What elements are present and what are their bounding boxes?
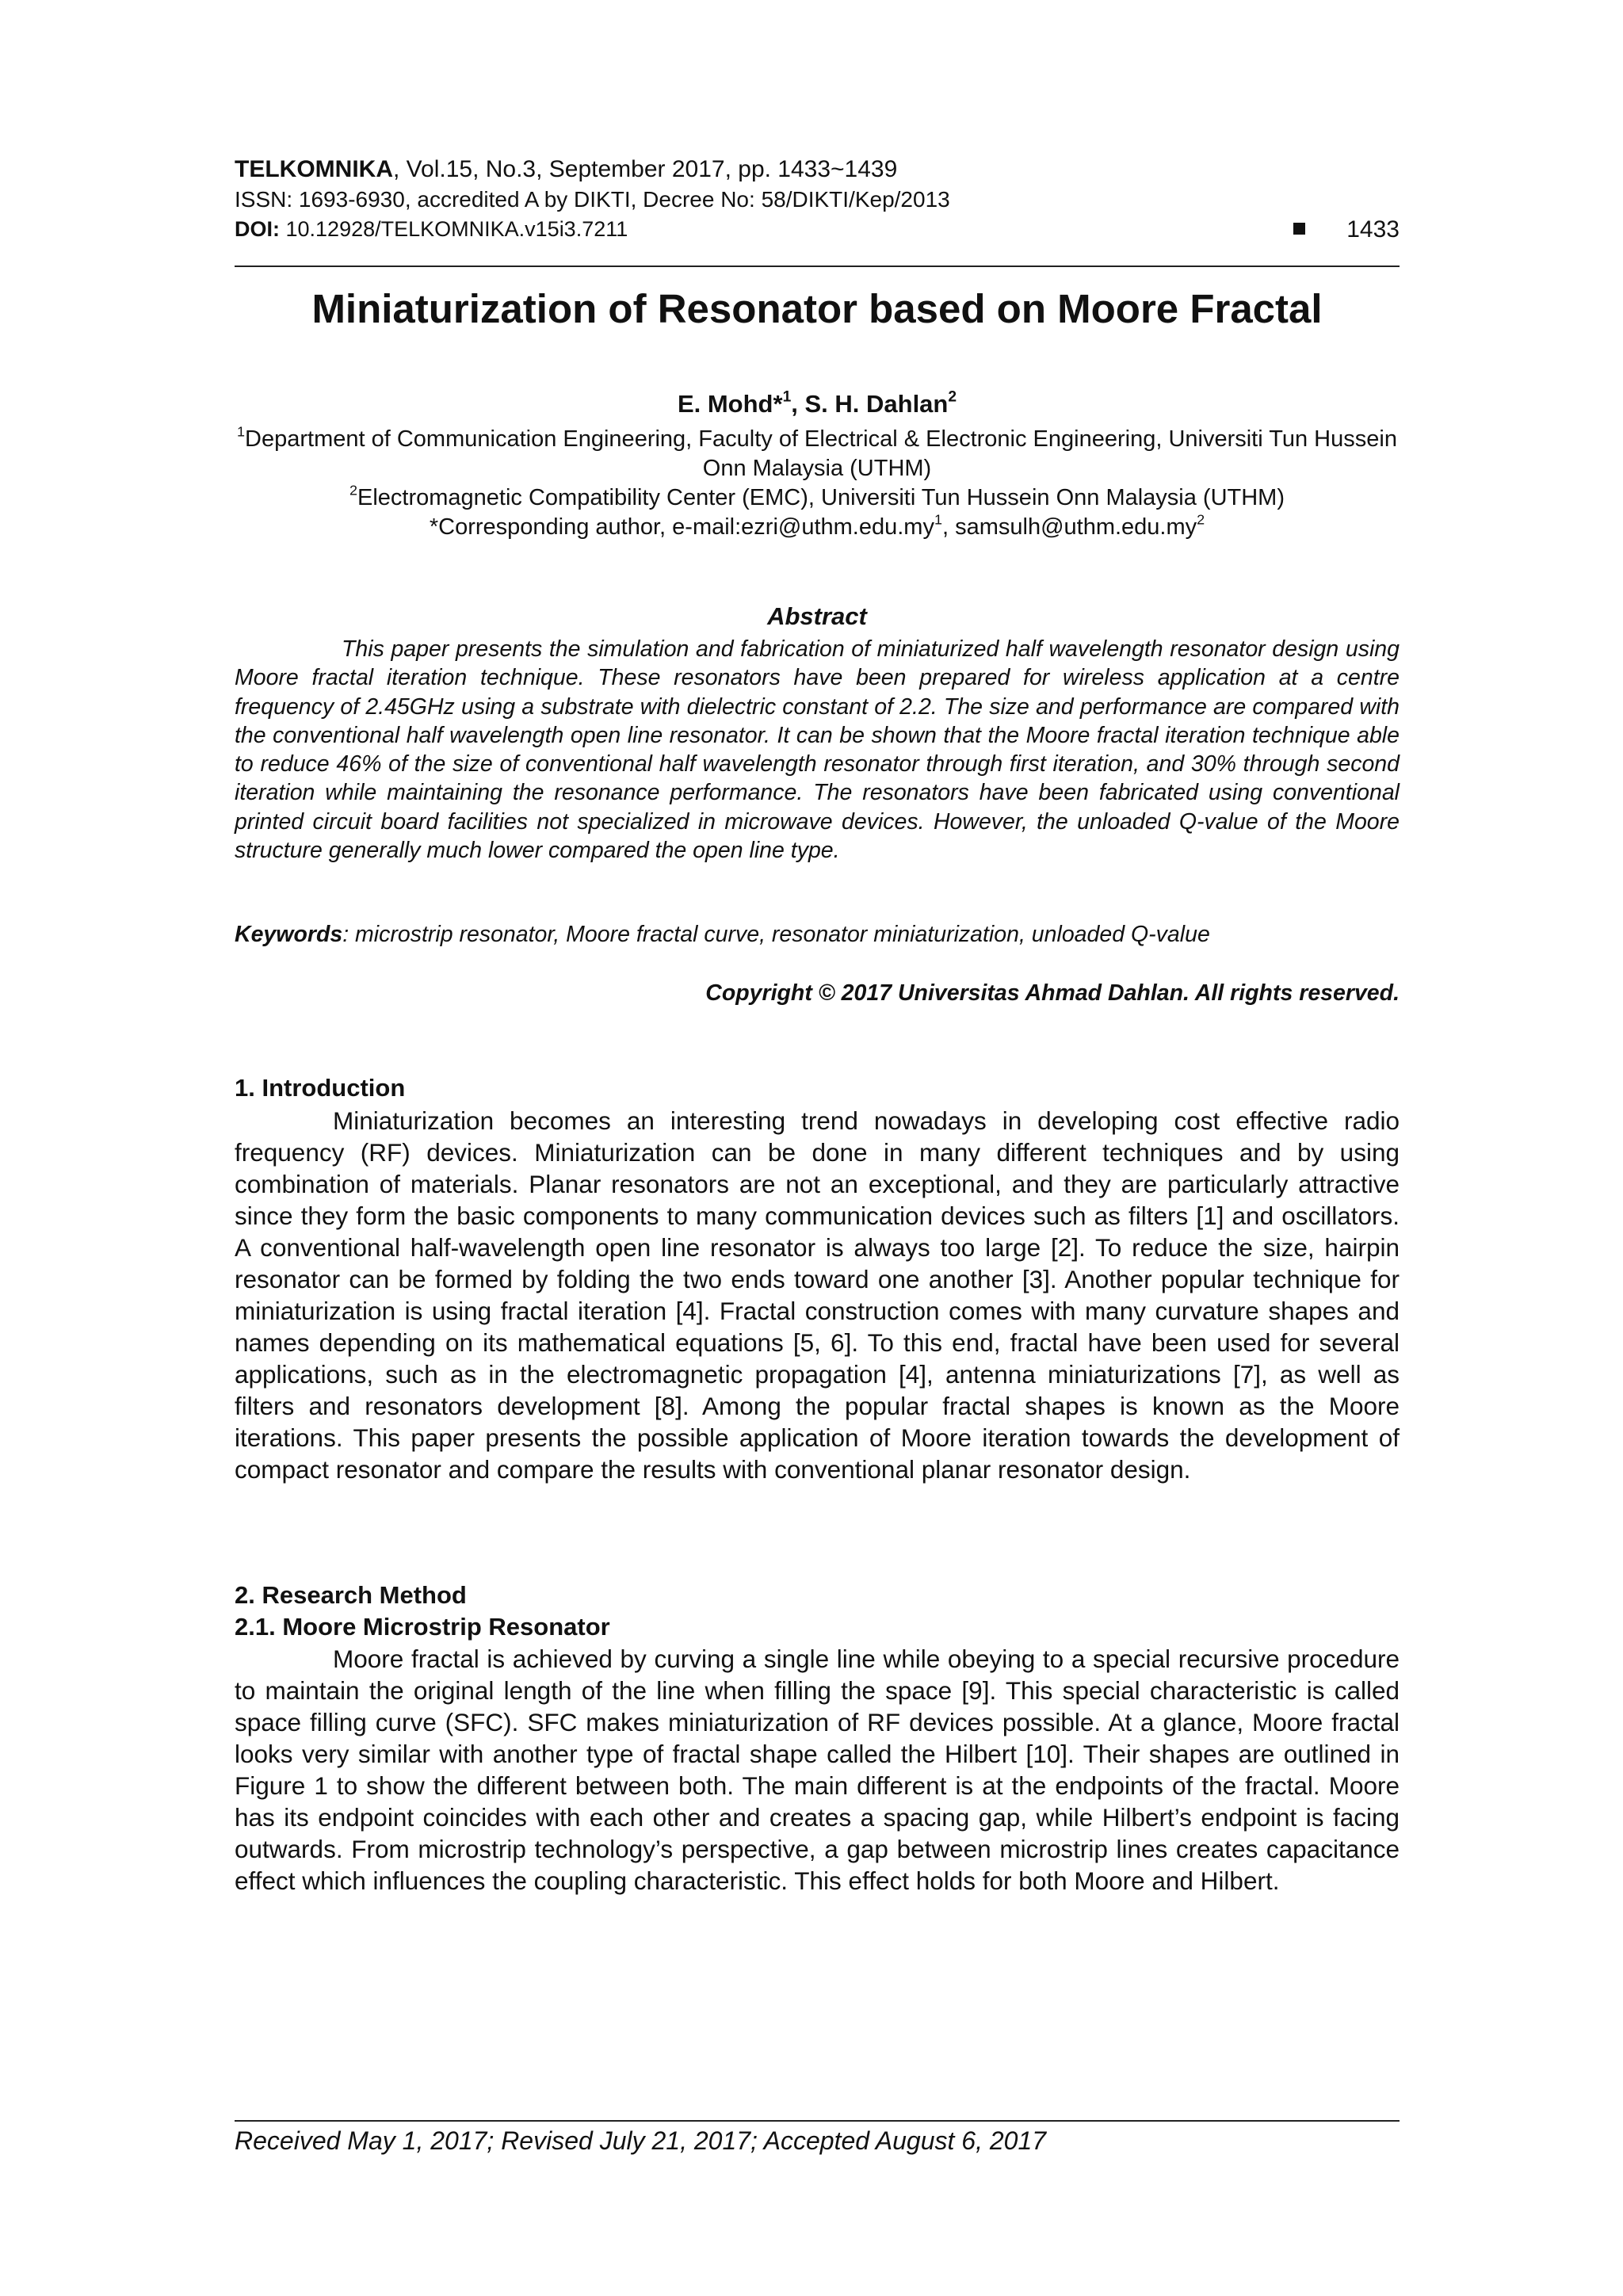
section-heading-research-method: 2. Research Method — [235, 1581, 467, 1609]
received-dates: Received May 1, 2017; Revised July 21, 2017; Accepted August 6, 2017 — [235, 2126, 1047, 2155]
page-number: 1433 — [1346, 216, 1400, 243]
abstract-heading: Abstract — [767, 602, 867, 630]
introduction-paragraph: Miniaturization becomes an interesting trend nowadays in developing cost effective radio frequency (RF) devices. Miniaturization can be done in many different techniques and by using combination of materials. Planar resonators are not an exceptional, and they are particularly attractive since they form the basic components to many communication devices such as filters [1] and oscillators. A conventional half-wavelength open line resonator is always too large [2]. To reduce the size, hairpin resonator can be formed by folding the two ends toward one another [3]. Another popular technique for miniaturization is using fractal iteration [4]. Fractal construction comes with many curvature shapes and names depending on its mathematical equations [5, 6]. To this end, fractal have been used for several applications, such as in the electromagnetic propagation [4], antenna miniaturizations [7], as well as filters and resonators development [8]. Among the popular fractal shapes is known as the Moore iterations. This paper presents the possible application of Moore iteration towards the development of compact resonator and compare the results with conventional planar resonator design. — [235, 1106, 1400, 1484]
affiliation-2-sup: 2 — [349, 482, 357, 499]
keywords-line — [235, 922, 1400, 948]
doi-label: DOI: — [235, 217, 280, 241]
page-number-block — [1293, 215, 1400, 244]
affiliation-2-text: Electromagnetic Compatibility Center (EMC), Universiti Tun Hussein Onn Malaysia (UTHM) — [357, 485, 1285, 510]
volume-info: , Vol.15, No.3, September 2017, pp. 1433~1439 — [392, 156, 898, 182]
author-2-sup: 2 — [948, 388, 957, 406]
affiliation-1-text: Department of Communication Engineering, Faculty of Electrical & Electronic Engineering, Universiti Tun Hussein Onn Malaysia (UTHM) — [245, 426, 1397, 481]
affiliation-1-sup: 1 — [237, 423, 246, 440]
affiliation-1 — [235, 425, 1400, 483]
issn-line: ISSN: 1693-6930, accredited A by DIKTI, Decree No: 58/DIKTI/Kep/2013 — [235, 187, 950, 212]
doi-line — [235, 215, 1400, 244]
copyright-notice: Copyright © 2017 Universitas Ahmad Dahlan. All rights reserved. — [705, 980, 1400, 1006]
journal-name: TELKOMNIKA — [235, 156, 393, 182]
affiliations — [235, 425, 1400, 542]
paper-title: Miniaturization of Resonator based on Moore Fractal — [311, 286, 1323, 331]
corresponding-author — [235, 513, 1400, 542]
author-list — [235, 388, 1400, 420]
section-heading-introduction: 1. Introduction — [235, 1074, 406, 1102]
square-bullet-icon — [1293, 223, 1305, 235]
subsection-heading-moore-resonator: 2.1. Moore Microstrip Resonator — [235, 1613, 610, 1641]
author-2: S. H. Dahlan — [804, 390, 949, 418]
corresponding-text: *Corresponding author, e-mail:ezri@uthm.edu.my — [429, 514, 934, 540]
keywords-text: : microstrip resonator, Moore fractal curve, resonator miniaturization, unloaded Q-value — [342, 922, 1210, 947]
corresponding-sup-2: 2 — [1197, 511, 1205, 528]
corresponding-sup-1: 1 — [934, 511, 942, 528]
author-separator: , — [791, 390, 805, 418]
abstract-text: This paper presents the simulation and fabrication of miniaturized half wavelength resonator design using Moore fractal iteration technique. These resonators have been prepared for wireless application at a centre frequency of 2.45GHz using a substrate with dielectric constant of 2.2. The size and performance are compared with the conventional half wavelength open line resonator. It can be shown that the Moore fractal iteration technique able to reduce 46% of the size of conventional half wavelength resonator through first iteration, and 30% through second iteration while maintaining the resonance performance. The resonators have been fabricated using conventional printed circuit board facilities not specialized in microwave devices. However, the unloaded Q-value of the Moore structure generally much lower compared the open line type. — [235, 636, 1400, 864]
corresponding-text-2: , samsulh@uthm.edu.my — [941, 514, 1197, 540]
affiliation-2 — [235, 483, 1400, 513]
header-divider — [235, 266, 1400, 267]
footer-divider — [235, 2120, 1400, 2122]
doi-value: 10.12928/TELKOMNIKA.v15i3.7211 — [280, 217, 628, 241]
research-method-paragraph: Moore fractal is achieved by curving a single line while obeying to a special recursive procedure to maintain the original length of the line when filling the space [9]. This special characteristic is called space filling curve (SFC). SFC makes miniaturization of RF devices possible. At a glance, Moore fractal looks very similar with another type of fractal shape called the Hilbert [10]. Their shapes are outlined in Figure 1 to show the different between both. The main different is at the endpoints of the fractal. Moore has its endpoint coincides with each other and creates a spacing gap, while Hilbert’s endpoint is facing outwards. From microstrip technology’s perspective, a gap between microstrip lines creates capacitance effect which influences the coupling characteristic. This effect holds for both Moore and Hilbert. — [235, 1645, 1400, 1895]
journal-citation-line — [235, 155, 1400, 184]
keywords-label: Keywords — [235, 922, 343, 947]
author-1-sup: 1 — [782, 388, 792, 406]
author-1: E. Mohd* — [677, 390, 783, 418]
